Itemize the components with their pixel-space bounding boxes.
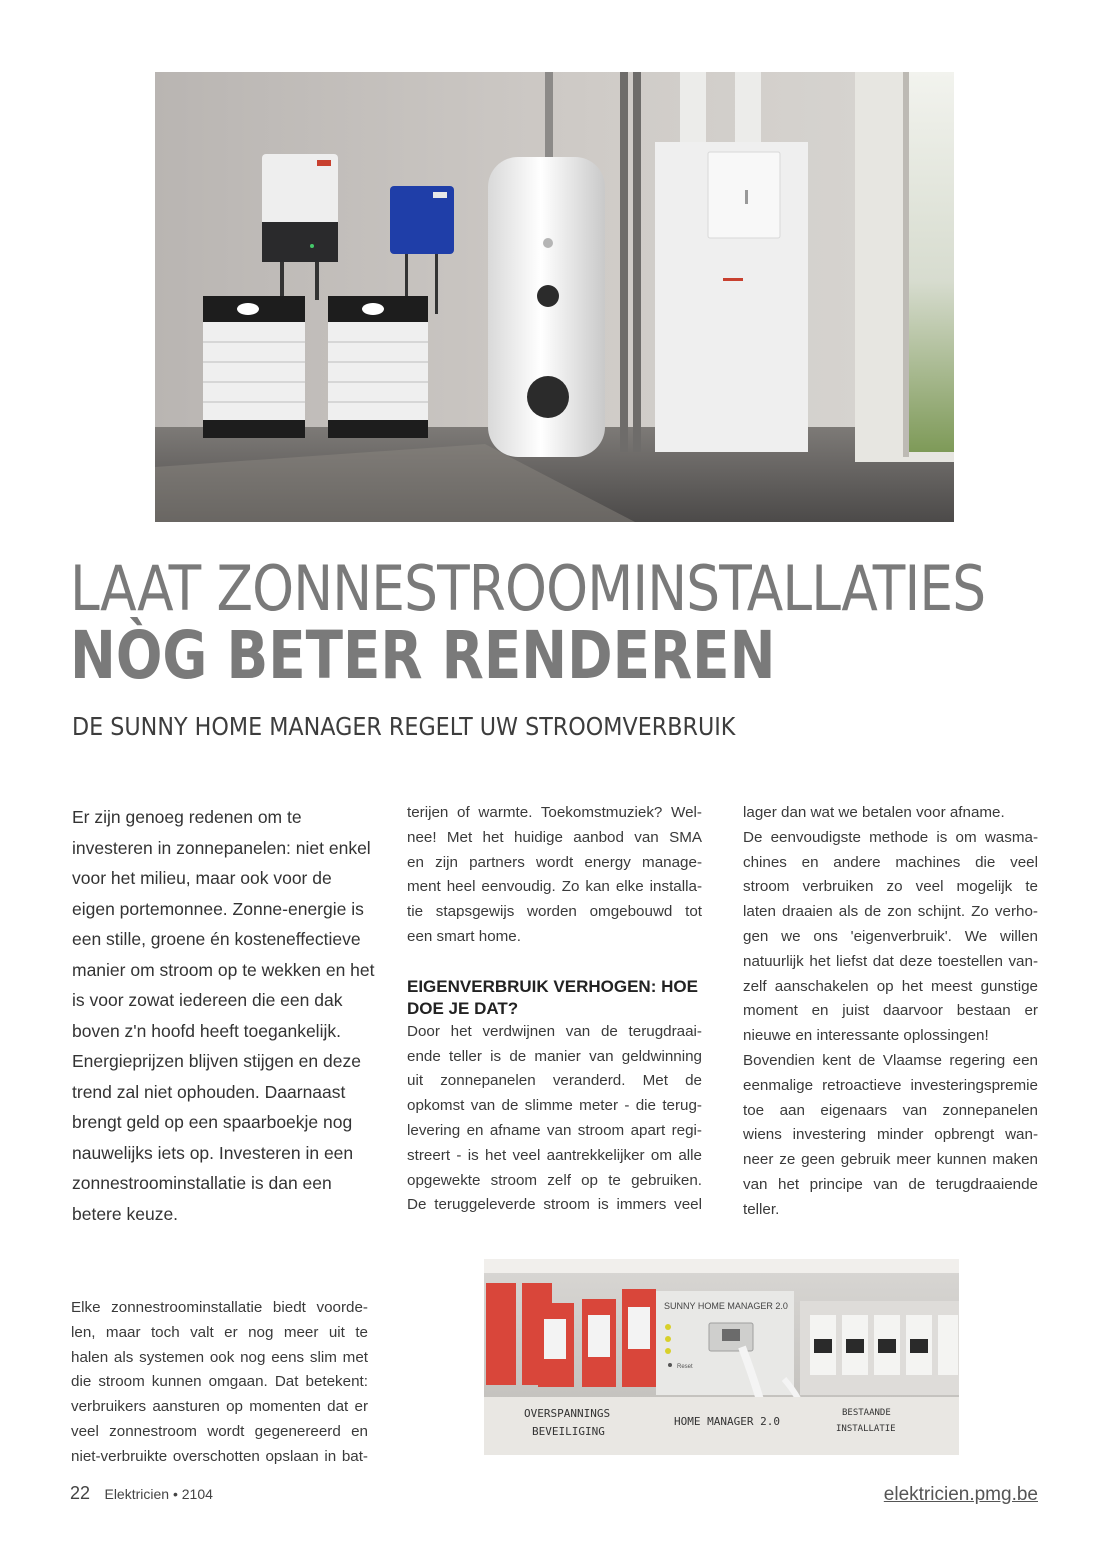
text-line: levering en afname van stroom apart regi- <box>407 1121 702 1139</box>
label-surge-2: BEVEILIGING <box>532 1425 605 1438</box>
text-line: een stille, groene én kosteneffectieve <box>72 929 361 949</box>
middle-column <box>407 801 702 1218</box>
text-line: stroom verbruiken zo veel mogelijk te <box>743 878 1038 896</box>
intro-paragraph <box>72 802 375 1229</box>
text-line: voor het milieu, maar ook voor de <box>72 868 332 888</box>
text-line: tie stapsgewijs worden omgebouwd tot <box>407 903 702 921</box>
right-column <box>743 801 1038 1223</box>
text-line: De eenvoudigste methode is om wasma- <box>743 828 1038 846</box>
text-line: neer ze geen gebruik meer kunnen maken <box>743 1151 1038 1169</box>
label-home-manager: HOME MANAGER 2.0 <box>674 1415 780 1428</box>
text-line: een smart home. <box>407 927 521 945</box>
text-line: zelf aanschakelen op het meest gunstige <box>743 977 1038 995</box>
text-line: natuurlijk het liefst dat deze toestellen van- <box>743 952 1038 970</box>
text-line: len, maar toch valt er nog meer uit te <box>71 1323 368 1341</box>
section-heading-line: DOE JE DAT? <box>407 998 519 1018</box>
label-existing-1: BESTAANDE <box>842 1408 891 1418</box>
text-line: toe aan eigenaars van zonnepanelen <box>743 1101 1038 1119</box>
text-line: nee! Met het huidige aanbod van SMA <box>407 828 702 846</box>
magazine-issue: Elektricien • 2104 <box>104 1486 213 1502</box>
text-line: ment heel eenvoudig. Zo kan elke installa- <box>407 878 702 896</box>
text-line: nauwelijks iets op. Investeren in een <box>72 1142 354 1163</box>
text-line: Er zijn genoeg redenen om te <box>72 807 302 827</box>
text-line: boven z'n hoofd heeft toegankelijk. <box>72 1020 341 1041</box>
page-number: 22 <box>70 1483 91 1503</box>
headline-bold: NÒG BETER RENDEREN <box>70 617 776 694</box>
heat-pump <box>655 142 808 452</box>
website-link[interactable]: elektricien.pmg.be <box>883 1484 1038 1505</box>
text-line: gen we ons 'eigenverbruik'. We willen <box>743 927 1038 945</box>
device-name: SUNNY HOME MANAGER 2.0 <box>664 1301 788 1311</box>
text-line: en zijn partners wordt energy manage- <box>407 853 702 871</box>
text-line: manier om stroom op te wekken en het <box>72 959 375 980</box>
battery-left <box>203 296 305 438</box>
water-tank <box>488 157 605 457</box>
reset-label: Reset <box>677 1364 693 1370</box>
text-line: laten draaien als de zon schijnt. Zo verho- <box>743 903 1038 921</box>
text-line: eenmalige retroactieve investeringspremie <box>743 1076 1038 1094</box>
text-line: brengt geld op een spaarboekje nog <box>72 1112 353 1132</box>
text-line: chines en andere machines die veel <box>743 853 1038 871</box>
label-surge-1: OVERSPANNINGS <box>524 1407 611 1420</box>
text-line: De teruggeleverde stroom is immers veel <box>407 1196 702 1214</box>
headline-light: LAAT ZONNESTROOMINSTALLATIES <box>70 552 986 625</box>
text-line: opkomst van de slimme meter - die terug- <box>407 1097 702 1115</box>
text-line: opgewekte stroom zelf op te gebruiken. <box>407 1171 702 1189</box>
text-line: betere keuze. <box>72 1203 179 1224</box>
text-line: verbruikers aansturen op momenten dat er <box>71 1398 368 1416</box>
text-line: investeren in zonnepanelen: niet enkel <box>72 837 371 858</box>
text-line: Elke zonnestroominstallatie biedt voorde- <box>71 1299 368 1316</box>
text-line: van het principe van de terugdraaiende <box>743 1175 1038 1193</box>
text-line: nieuwe en interessante oplossingen! <box>743 1027 989 1045</box>
text-line: Door het verdwijnen van de terugdraai- <box>407 1022 702 1040</box>
text-line: Bovendien kent de Vlaamse regering een <box>743 1051 1038 1069</box>
text-line: die stroom kunnen omgaan. Dat betekent: <box>71 1373 368 1391</box>
section-heading-line: EIGENVERBRUIK VERHOGEN: HOE <box>407 976 698 996</box>
text-line: halen als systemen ook nog eens slim met <box>71 1348 368 1366</box>
page-footer <box>70 1483 213 1504</box>
text-line: wiens investering minder opbrengt wan- <box>743 1126 1038 1144</box>
text-line: veel zonnestroom wordt gegenereerd en <box>71 1422 368 1440</box>
distribution-board-illustration <box>484 1259 959 1455</box>
text-line: terijen of warmte. Toekomstmuziek? Wel- <box>407 804 702 821</box>
text-line: ende teller is de manier van geldwinning <box>407 1047 702 1065</box>
text-line: niet-verbruikte overschotten opslaan in bat- <box>71 1447 368 1465</box>
text-line: uit zonnepanelen veranderd. Met de <box>407 1072 702 1090</box>
utility-room-illustration <box>155 72 954 522</box>
home-manager-photo <box>484 1259 959 1455</box>
label-existing-2: INSTALLATIE <box>836 1424 896 1434</box>
second-paragraph <box>71 1296 368 1470</box>
text-line: zonnestroominstallatie is dan een <box>72 1173 332 1193</box>
text-line: streert - is het veel aantrekkelijker om alle <box>407 1146 702 1164</box>
hero-photo <box>155 72 954 522</box>
text-line: Energieprijzen blijven stijgen en deze <box>72 1051 361 1071</box>
text-line: lager dan wat we betalen voor afname. <box>743 804 1005 821</box>
text-line: is voor zowat iedereen die een dak <box>72 990 343 1010</box>
subtitle: DE SUNNY HOME MANAGER REGELT UW STROOMVERBRUIK <box>72 712 736 741</box>
text-line: eigen portemonnee. Zonne-energie is <box>72 898 364 919</box>
text-line: trend zal niet ophouden. Daarnaast <box>72 1081 346 1102</box>
text-line: teller. <box>743 1200 780 1218</box>
text-line: moment en juist daarvoor bestaan er <box>743 1002 1038 1020</box>
battery-right <box>328 296 428 438</box>
